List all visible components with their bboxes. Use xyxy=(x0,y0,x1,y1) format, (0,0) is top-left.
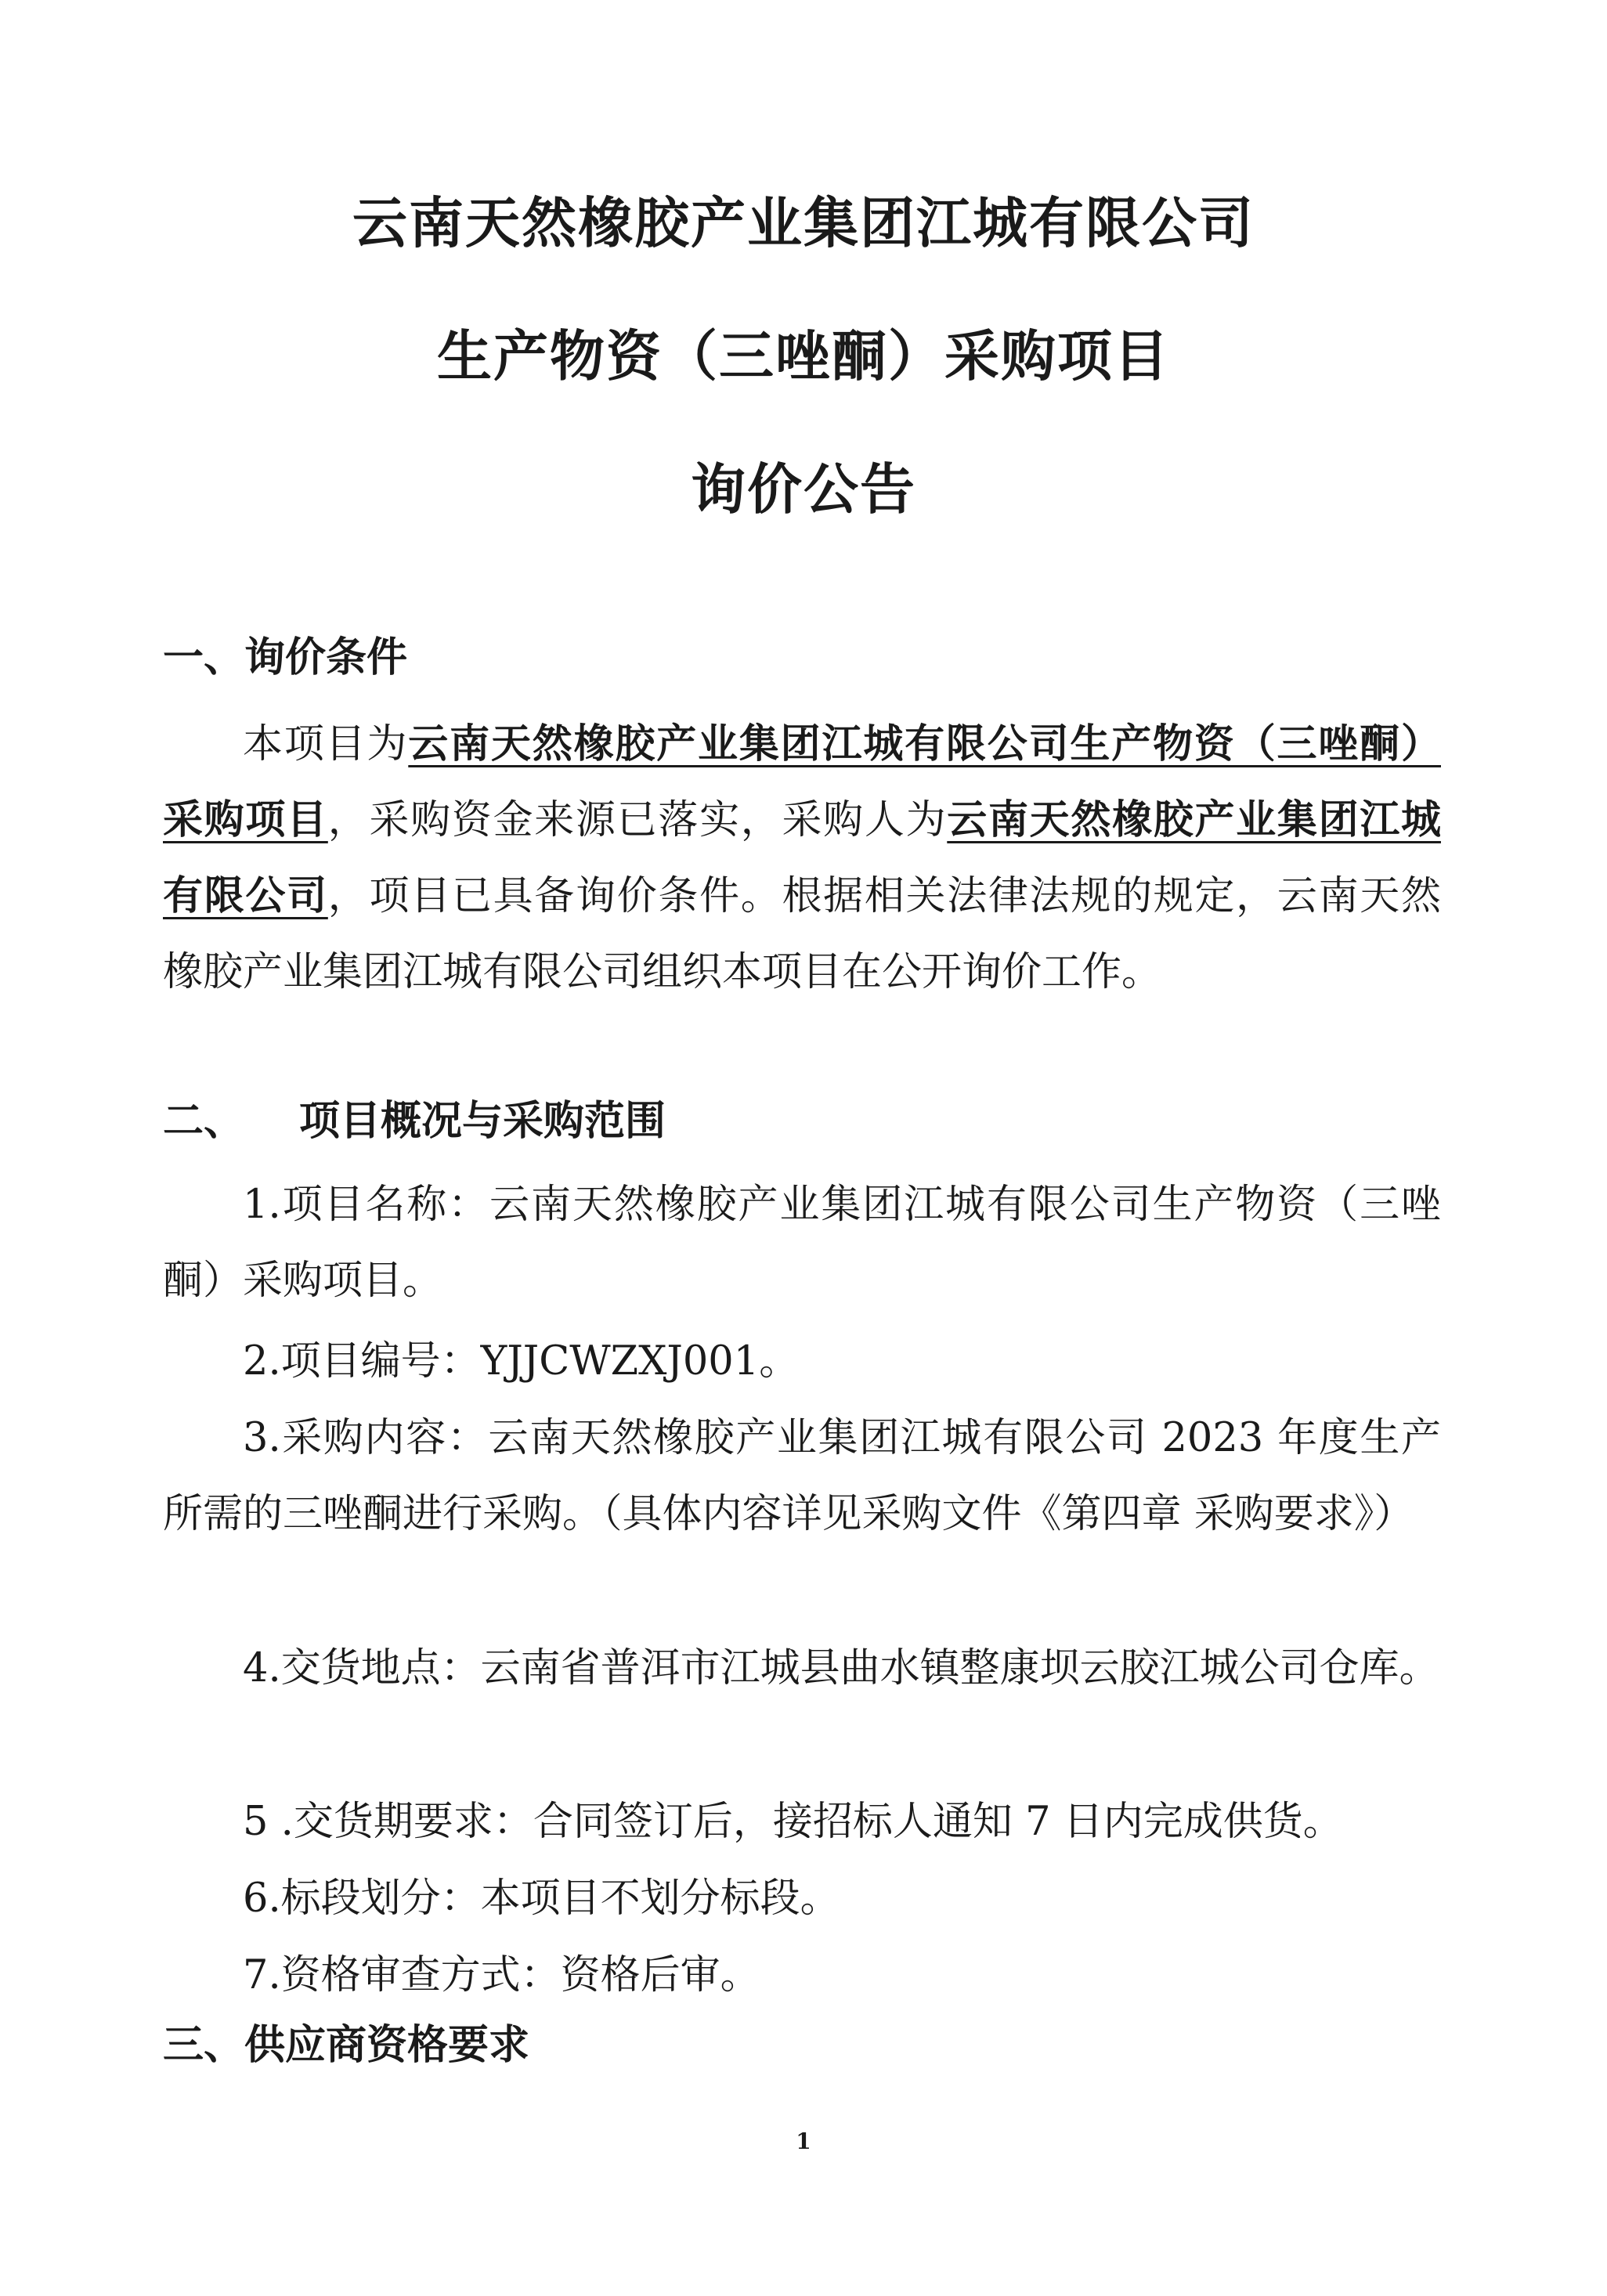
list-item: 7.资格审查方式：资格后审。 xyxy=(243,1952,760,1998)
section-1-heading: 一、询价条件 xyxy=(163,634,408,681)
paragraph-text: ，采购资金来源已落实，采购人为 xyxy=(327,797,948,843)
section-2-number: 二、 xyxy=(163,1098,245,1145)
title-line-3: 询价公告 xyxy=(691,457,916,522)
list-item: 5 .交货期要求：合同签订后，接招标人通知 7 日内完成供货。 xyxy=(243,1799,1343,1845)
project-name-underlined: 云南天然橡胶产业集团江城有限公司生产物资（三唑酮）采购项目 xyxy=(163,721,1441,843)
section-3-heading: 三、供应商资格要求 xyxy=(163,2022,530,2069)
section-2-title: 项目概况与采购范围 xyxy=(299,1098,666,1145)
section-2-heading xyxy=(163,1096,666,1146)
page-number: 1 xyxy=(796,2128,811,2154)
paragraph-text: ，项目已具备询价条件。根据相关法律法规的规定，云南天然橡胶产业集团江城有限公司组织本项目在公开询价工作。 xyxy=(163,873,1441,995)
list-item: 2.项目编号：YJJCWZXJ001。 xyxy=(243,1338,800,1384)
list-item: 4.交货地点：云南省普洱市江城县曲水镇整康坝云胶江城公司仓库。 xyxy=(243,1645,1439,1691)
section-1-paragraph xyxy=(163,706,1441,1010)
list-item: 6.标段划分：本项目不划分标段。 xyxy=(243,1875,840,1922)
title-line-1: 云南天然橡胶产业集团江城有限公司 xyxy=(352,191,1255,255)
purchaser-name-underlined: 云南天然橡胶产业集团江城有限公司 xyxy=(163,797,1441,919)
list-item: 3.采购内容：云南天然橡胶产业集团江城有限公司 2023 年度生产所需的三唑酮进行采购。（具体内容详见采购文件《第四章 采购要求》） xyxy=(163,1415,1441,1537)
list-item: 1.项目名称：云南天然橡胶产业集团江城有限公司生产物资（三唑酮）采购项目。 xyxy=(163,1182,1441,1304)
paragraph-text: 本项目为 xyxy=(243,721,409,767)
title-line-2: 生产物资（三唑酮）采购项目 xyxy=(437,324,1170,388)
